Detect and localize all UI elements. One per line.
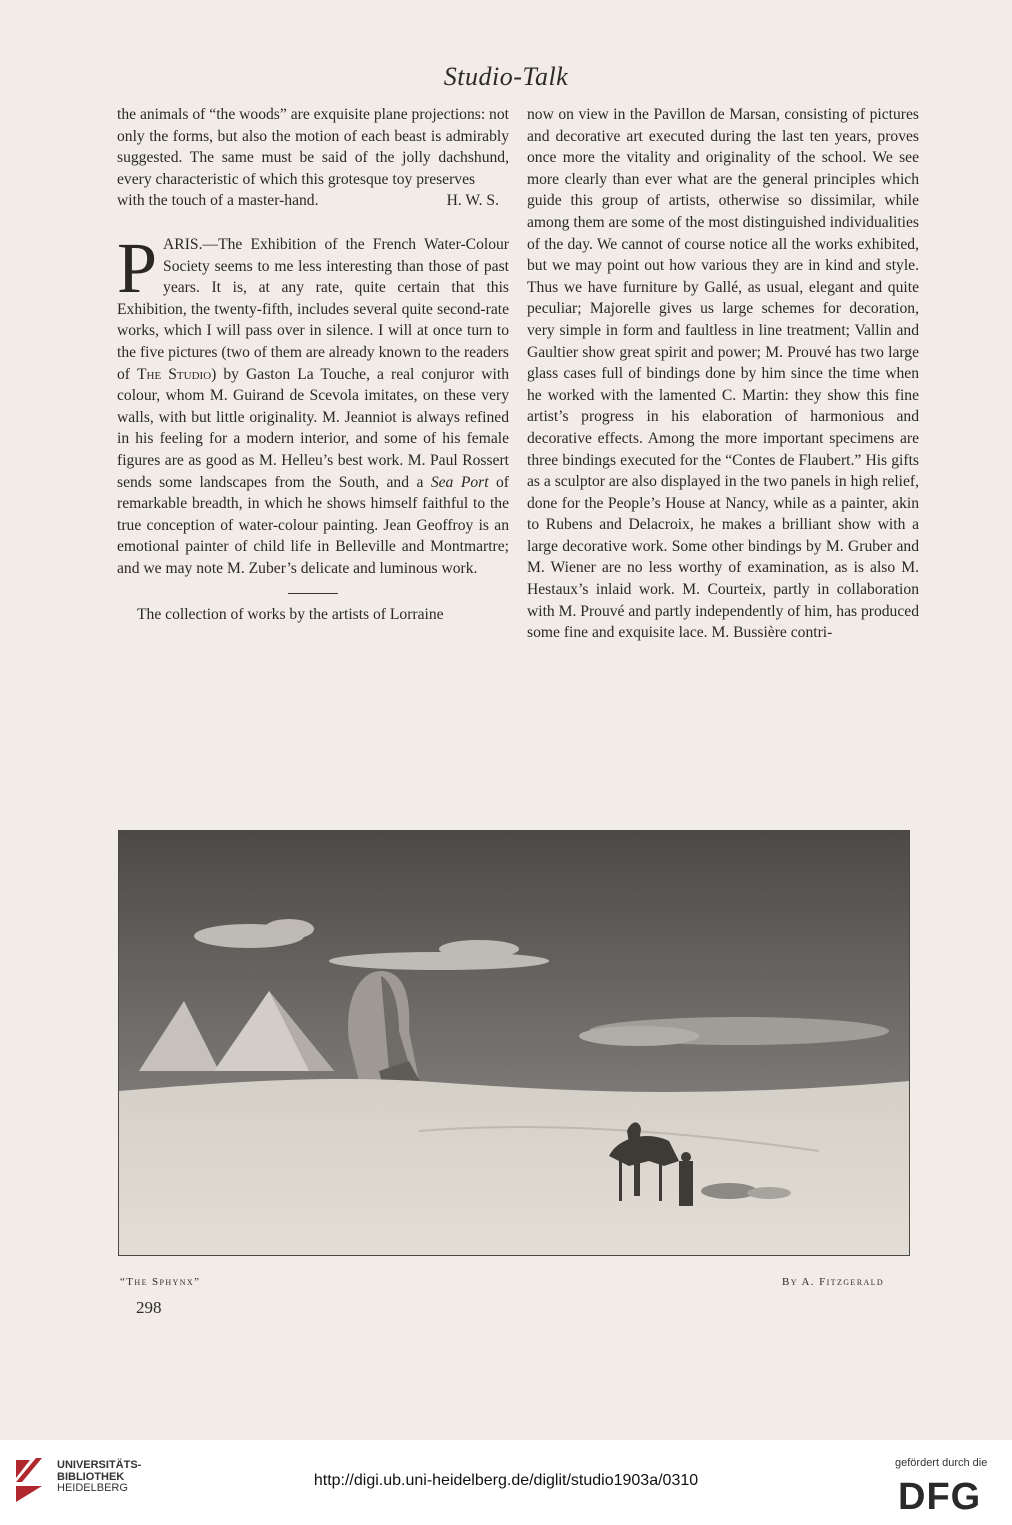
dunes-shape (119, 1079, 909, 1255)
studio-name: The Studio (137, 365, 212, 383)
author-signature: H. W. S. (446, 192, 499, 210)
paragraph-woods-end: with the touch of a master-hand. (117, 192, 319, 210)
paragraph-pavillon: now on view in the Pavillon de Marsan, consisting of pictures and decorative art executed during the last ten years, proves once more the vitality and originality of the school. We see more clearly than ever what are the general principles which guide this group of artists, otherwise so dissimilar, while among them are some of the most distinguished individualities of the day. We cannot of course notice all the works exhibited, but we may point out how various they are in kind and style. Thus we have furniture by Gallé, as usual, elegant and quite peculiar; Majorelle gives us large schemes for decoration, very simple in form and faultless in line treatment; Vallin and Gaultier show great spirit and power; M. Prouvé has two large glass cases full of bindings done by him since the time when he worked with the lamented C. Martin: they show this fine artist’s progress in his elaboration of harmonious and decorative effects. Among the more important specimens are three bindings executed for the “Contes de Flaubert.” His gifts as a sculptor are also displayed in the two panels in high relief, done for the People’s House at Nancy, while as a painter, akin to Rubens and Delacroix, he makes a brilliant show with a large decorative work. Some other bindings by M. Gruber and M. Wiener are no less worthy of examination, as is also M. Hestaux’s inlaid work. M. Courteix, partly in collaboration with M. Prouvé and partly independently of him, has produced some fine and exquisite lace. M. Bussière contri- (527, 106, 919, 642)
left-column (117, 104, 509, 626)
library-name: UNIVERSITÄTS- BIBLIOTHEK HEIDELBERG (57, 1459, 142, 1494)
right-column (527, 104, 919, 644)
drop-cap: P (117, 227, 158, 308)
funder-note: gefördert durch die (895, 1457, 988, 1469)
source-url-link[interactable]: http://digi.ub.uni-heidelberg.de/diglit/studio1903a/0310 (313, 1472, 699, 1489)
dfg-logo: DFG (898, 1476, 982, 1518)
signature-line (117, 190, 509, 212)
section-rule (288, 593, 338, 594)
paragraph-paris (117, 227, 509, 580)
paris-text-a: ARIS.—The Exhibition of the French Water-Colour Society seems to me less interesting than those of past years. It is, at any rate, quite certain that this Exhibition, the twenty-fifth, includes several quite second-rate works, which I will pass over in silence. I will at once turn to the five pictures (two of them are already known to the readers of (117, 235, 509, 383)
page-number: 298 (136, 1298, 162, 1317)
paragraph-woods: the animals of “the woods” are exquisite plane projections: not only the forms, but also the motion of each beast is admirably suggested. The same must be said of the jolly dachshund, every characteristic of which this grotesque toy preserves (117, 106, 509, 188)
plate-caption-title: “The Sphynx” (120, 1276, 201, 1288)
plate-illustration (118, 830, 910, 1256)
sea-port-title: Sea Port (430, 473, 489, 491)
plate-caption-artist: By A. Fitzgerald (782, 1276, 885, 1288)
paragraph-lorraine: The collection of works by the artists of Lorraine (137, 606, 444, 624)
sphynx-painting (119, 831, 909, 1255)
paris-text-c: of remarkable breadth, in which he shows himself faithful to the true conception of water-colour painting. Jean Geoffroy is an emotional painter of child life in Belleville and Montmartre; and we may note M. Zuber’s delicate and luminous work. (117, 473, 509, 577)
paris-text-b: ) by Gaston La Touche, a real conjuror with colour, whom M. Guirand de Scevola imitates, on these very walls, with but little originality. M. Jeanniot is always refined in his feeling for a modern interior, and some of his female figures are as good as M. Helleu’s best work. M. Paul Rossert sends some landscapes from the South, and a (117, 365, 509, 491)
running-head: Studio-Talk (443, 62, 569, 91)
